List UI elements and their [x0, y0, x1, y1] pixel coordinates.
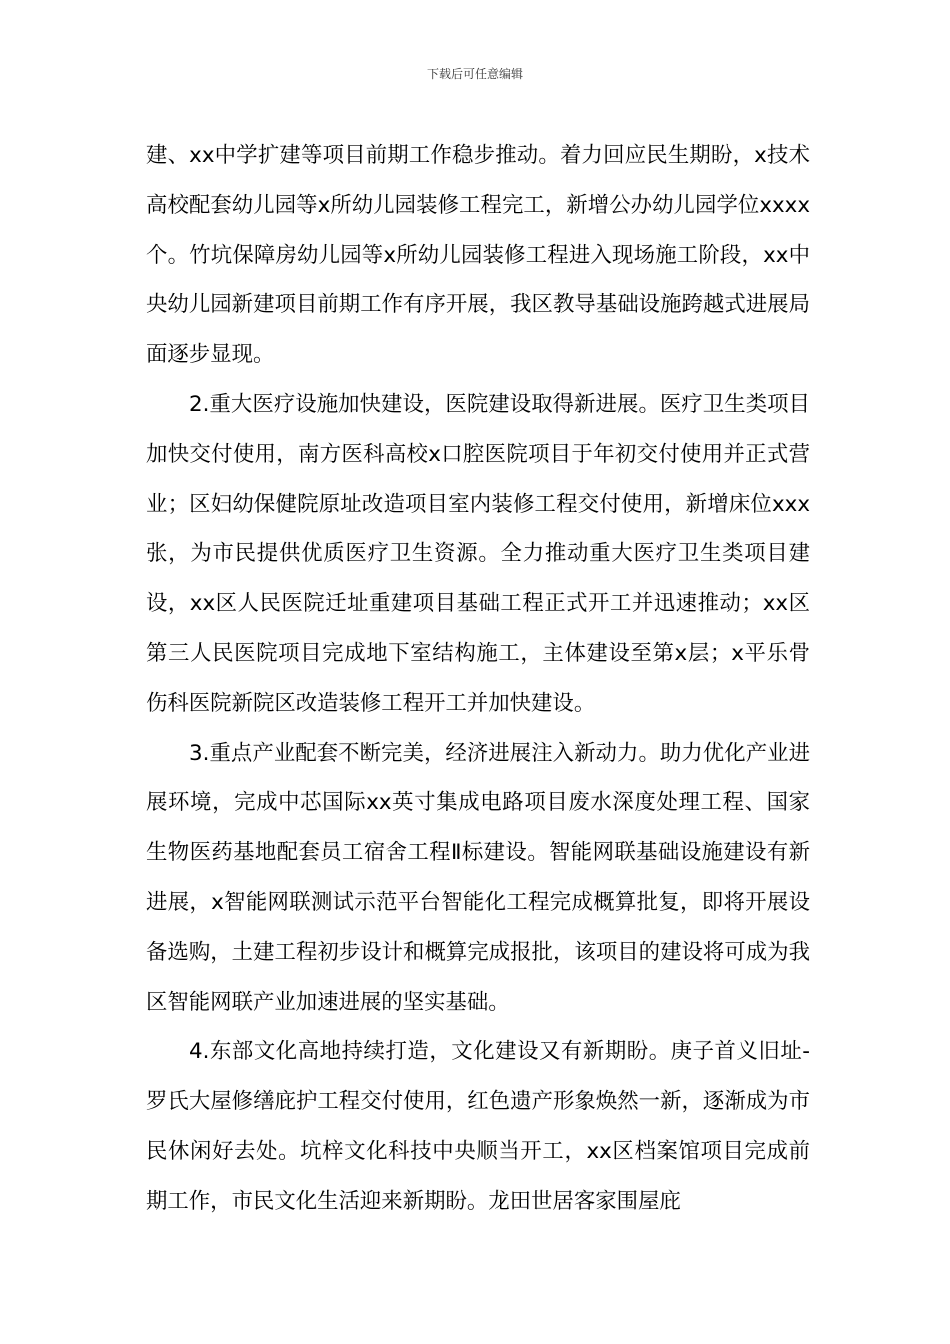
paragraph-culture-highland: 4.东部文化高地持续打造，文化建设又有新期盼。庚子首义旧址-罗氏大屋修缮庇护工程交付使用，红色遗产形象焕然一新，逐渐成为市民休闲好去处。坑梓文化科技中央顺当开工，xx区档案馆项目完成前期工作，市民文化生活迎来新期盼。龙田世居客家围屋庇 [146, 1039, 810, 1214]
paragraph-continuation: 建、xx中学扩建等项目前期工作稳步推动。着力回应民生期盼，x技术高校配套幼儿园等x所幼儿园装修工程完工，新增公办幼儿园学位xxxx个。竹坑保障房幼儿园等x所幼儿园装修工程进入现场施工阶段，xx中央幼儿园新建项目前期工作有序开展，我区教导基础设施跨越式进展局面逐步显现。 [146, 143, 810, 368]
document-body [146, 131, 810, 1227]
paragraph-industry-support: 3.重点产业配套不断完美，经济进展注入新动力。助力优化产业进展环境，完成中芯国际xx英寸集成电路项目废水深度处理工程、国家生物医药基地配套员工宿舍工程Ⅱ标建设。智能网联基础设施建设有新进展，x智能网联测试示范平台智能化工程完成概算批复，即将开展设备选购，土建工程初步设计和概算完成报批，该项目的建设将可成为我区智能网联产业加速进展的坚实基础。 [146, 740, 810, 1015]
paragraph-medical-facilities: 2.重大医疗设施加快建设，医院建设取得新进展。医疗卫生类项目加快交付使用，南方医科高校x口腔医院项目于年初交付使用并正式营业；区妇幼保健院原址改造项目室内装修工程交付使用，新增床位xxx张，为市民提供优质医疗卫生资源。全力推动重大医疗卫生类项目建设，xx区人民医院迁址重建项目基础工程正式开工并迅速推动；xx区第三人民医院项目完成地下室结构施工，主体建设至第x层；x平乐骨伤科医院新院区改造装修工程开工并加快建设。 [146, 391, 810, 716]
page-header-note: 下载后可任意编辑 [426, 67, 523, 81]
